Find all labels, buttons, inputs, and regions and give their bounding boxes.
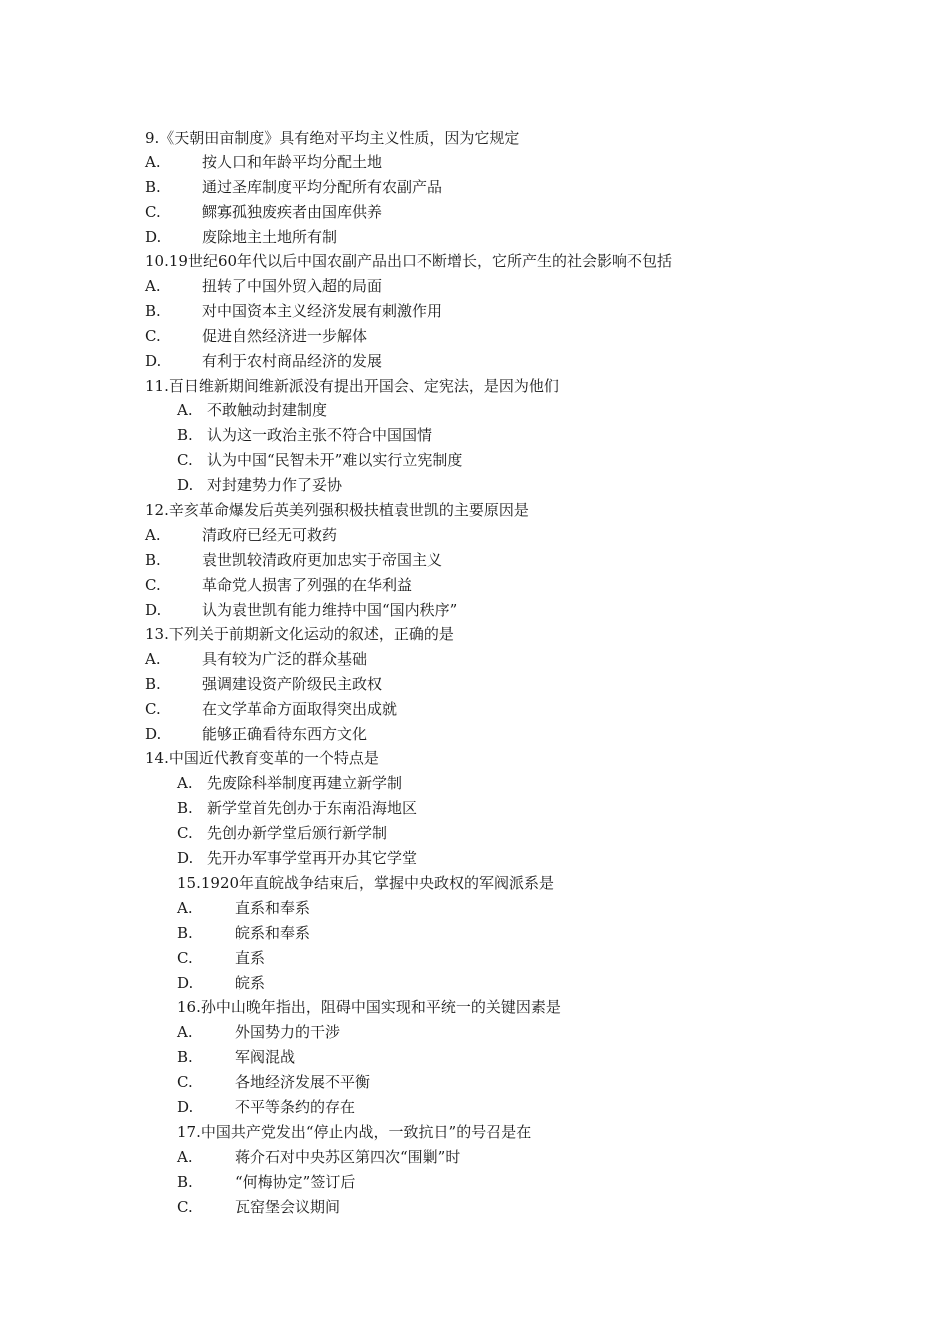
question-17-option-b: B. “何梅协定”签订后 <box>177 1173 356 1191</box>
question-13-option-d: D. 能够正确看待东西方文化 <box>145 725 368 743</box>
question-16-option-d: D. 不平等条约的存在 <box>177 1098 356 1116</box>
question-9-option-b: B. 通过圣库制度平均分配所有农副产品 <box>145 178 443 196</box>
question-9-option-c: C. 鳏寡孤独废疾者由国库供养 <box>145 203 383 221</box>
question-11-stem: 11.百日维新期间维新派没有提出开国会、定宪法，是因为他们 <box>145 377 559 395</box>
question-10-option-c: C. 促进自然经济进一步解体 <box>145 327 368 345</box>
question-14-option-d: D. 先开办军事学堂再开办其它学堂 <box>177 849 418 867</box>
question-13-option-c: C. 在文学革命方面取得突出成就 <box>145 700 398 718</box>
question-15-stem: 15.1920年直皖战争结束后，掌握中央政权的军阀派系是 <box>177 874 555 892</box>
question-17-stem: 17.中国共产党发出“停止内战，一致抗日”的号召是在 <box>177 1123 532 1141</box>
question-12-option-d: D. 认为袁世凯有能力维持中国“国内秩序” <box>145 601 458 619</box>
question-14-stem: 14.中国近代教育变革的一个特点是 <box>145 749 379 767</box>
question-11-option-a: A. 不敢触动封建制度 <box>177 401 328 419</box>
question-9-stem: 9.《天朝田亩制度》具有绝对平均主义性质，因为它规定 <box>145 129 520 147</box>
question-16-option-a: A. 外国势力的干涉 <box>177 1023 341 1041</box>
question-15-option-a: A. 直系和奉系 <box>177 899 311 917</box>
question-15-option-b: B. 皖系和奉系 <box>177 924 311 942</box>
question-14-option-a: A. 先废除科举制度再建立新学制 <box>177 774 403 792</box>
question-16-option-b: B. 军阀混战 <box>177 1048 296 1066</box>
question-17-option-c: C. 瓦窑堡会议期间 <box>177 1198 341 1216</box>
question-13-option-a: A. 具有较为广泛的群众基础 <box>145 650 368 668</box>
question-9-option-a: A. 按人口和年龄平均分配土地 <box>145 153 383 171</box>
question-14-option-b: B. 新学堂首先创办于东南沿海地区 <box>177 799 418 817</box>
question-12-option-b: B. 袁世凯较清政府更加忠实于帝国主义 <box>145 551 443 569</box>
question-10-option-a: A. 扭转了中国外贸入超的局面 <box>145 277 383 295</box>
question-17-option-a: A. 蒋介石对中央苏区第四次“围剿”时 <box>177 1148 461 1166</box>
question-12-option-a: A. 清政府已经无可救药 <box>145 526 338 544</box>
question-12-stem: 12.辛亥革命爆发后英美列强积极扶植袁世凯的主要原因是 <box>145 501 529 519</box>
question-10-stem: 10.19世纪60年代以后中国农副产品出口不断增长，它所产生的社会影响不包括 <box>145 252 673 270</box>
question-11-option-d: D. 对封建势力作了妥协 <box>177 476 343 494</box>
question-14-option-c: C. 先创办新学堂后颁行新学制 <box>177 824 388 842</box>
question-10-option-b: B. 对中国资本主义经济发展有刺激作用 <box>145 302 443 320</box>
question-16-stem: 16.孙中山晚年指出，阻碍中国实现和平统一的关键因素是 <box>177 998 561 1016</box>
question-9-option-d: D. 废除地主土地所有制 <box>145 228 338 246</box>
question-10-option-d: D. 有利于农村商品经济的发展 <box>145 352 383 370</box>
question-13-option-b: B. 强调建设资产阶级民主政权 <box>145 675 383 693</box>
question-15-option-c: C. 直系 <box>177 949 266 967</box>
question-12-option-c: C. 革命党人损害了列强的在华利益 <box>145 576 413 594</box>
question-16-option-c: C. 各地经济发展不平衡 <box>177 1073 371 1091</box>
question-11-option-c: C. 认为中国“民智未开”难以实行立宪制度 <box>177 451 463 469</box>
question-13-stem: 13.下列关于前期新文化运动的叙述，正确的是 <box>145 625 454 643</box>
question-11-option-b: B. 认为这一政治主张不符合中国国情 <box>177 426 433 444</box>
question-15-option-d: D. 皖系 <box>177 974 266 992</box>
